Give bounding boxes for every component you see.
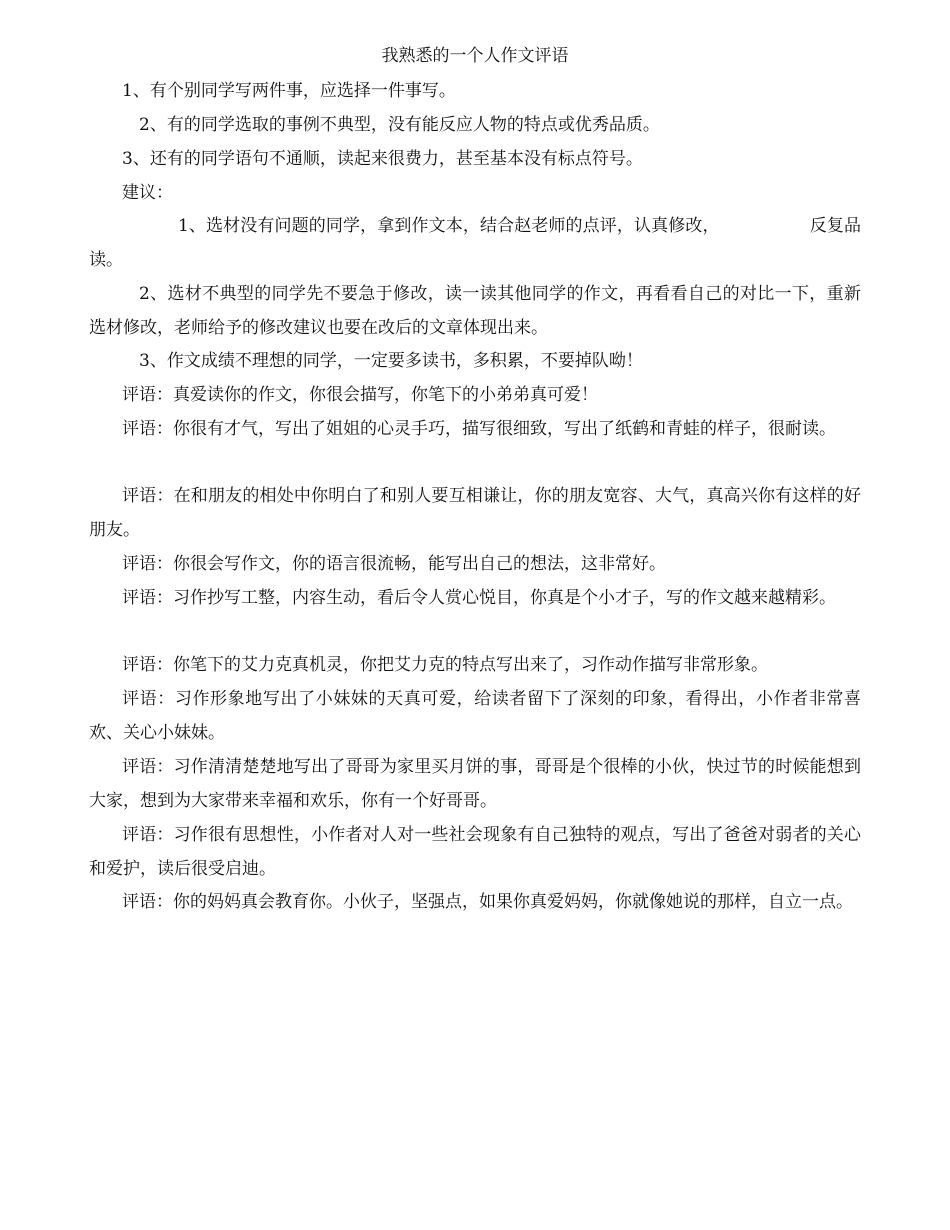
comment-item-1: 评语：真爱读你的作文，你很会描写，你笔下的小弟弟真可爱！ (122, 385, 598, 405)
suggestion-item-1-main: 1、选材没有问题的同学，拿到作文本，结合赵老师的点评，认真修改， (178, 216, 720, 236)
suggestion-item-3: 3、作文成绩不理想的同学，一定要多读书，多积累，不要掉队呦！ (139, 351, 643, 371)
comment-item-2: 评语：你很有才气，写出了姐姐的心灵手巧，描写很细致，写出了纸鹤和青蛙的样子，很耐读。 (122, 419, 836, 439)
problem-item-2: 2、有的同学选取的事例不典型，没有能反应人物的特点或优秀品质。 (139, 115, 660, 135)
comment-item-5: 评语：习作抄写工整，内容生动，看后令人赏心悦目，你真是个小才子，写的作文越来越精彩。 (122, 588, 836, 608)
problem-item-1: 1、有个别同学写两件事，应选择一件事写。 (122, 81, 456, 101)
comment-item-10: 评语：你的妈妈真会教育你。小伙子，坚强点，如果你真爱妈妈，你就像她说的那样，自立一点。 (122, 892, 853, 912)
comment-item-7: 评语：习作形象地写出了小妹妹的天真可爱，给读者留下了深刻的印象，看得出，小作者非常喜欢、关心小妹妹。 (89, 689, 861, 743)
suggestion-item-2: 2、选材不典型的同学先不要急于修改，读一读其他同学的作文，再看看自己的对比一下，重新选材修改，老师给予的修改建议也要在改后的文章体现出来。 (89, 284, 861, 338)
comment-item-4: 评语：你很会写作文，你的语言很流畅，能写出自己的想法，这非常好。 (122, 554, 666, 574)
comment-item-8: 评语：习作清清楚楚地写出了哥哥为家里买月饼的事，哥哥是个很棒的小伙，快过节的时候能想到大家，想到为大家带来幸福和欢乐，你有一个好哥哥。 (89, 757, 861, 811)
suggestion-item-1 (89, 209, 861, 277)
comment-item-6: 评语：你笔下的艾力克真机灵，你把艾力克的特点写出来了，习作动作描写非常形象。 (122, 655, 768, 675)
comment-item-9: 评语：习作很有思想性，小作者对人对一些社会现象有自己独特的观点，写出了爸爸对弱者的关心和爱护，读后很受启迪。 (89, 825, 861, 879)
problem-item-3: 3、还有的同学语句不通顺，读起来很费力，甚至基本没有标点符号。 (122, 149, 643, 169)
suggestion-item-1-tail: 反复品读。 (89, 216, 861, 270)
document-title: 我熟悉的一个人作文评语 (381, 46, 569, 66)
suggestions-heading: 建议： (122, 183, 173, 203)
comment-item-3: 评语：在和朋友的相处中你明白了和别人要互相谦让，你的朋友宽容、大气，真高兴你有这样的好朋友。 (89, 486, 861, 540)
